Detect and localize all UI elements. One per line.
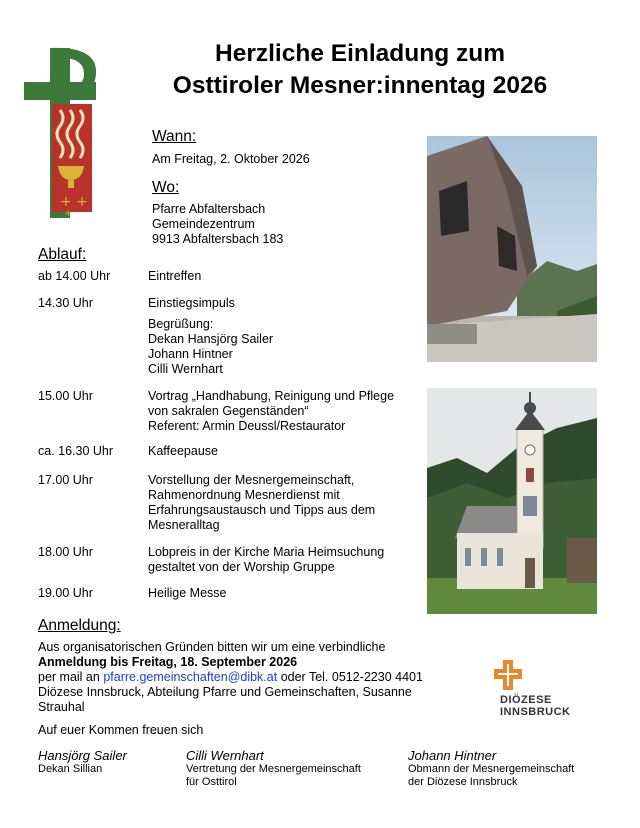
title-line-2: Osttiroler Mesner:innentag 2026 bbox=[172, 72, 548, 99]
schedule-line: Begrüßung: bbox=[148, 317, 214, 331]
schedule-desc bbox=[148, 389, 394, 434]
schedule-desc bbox=[148, 317, 273, 377]
anmeldung-phone: oder Tel. 0512-2230 4401 bbox=[277, 670, 423, 684]
schedule-line: Lobpreis in der Kirche Maria Heimsuchung bbox=[148, 545, 385, 559]
schedule-time: ab 14.00 Uhr bbox=[38, 269, 111, 283]
anmeldung-line: Diözese Innsbruck, Abteilung Pfarre und Gemeinschaften, Susanne Strauhal bbox=[38, 685, 412, 714]
wann-heading: Wann: bbox=[152, 128, 197, 145]
signature-role: Obmann der Mesnergemeinschaft bbox=[408, 763, 575, 775]
schedule-line: Vortrag „Handhabung, Reinigung und Pflege bbox=[148, 389, 395, 403]
title-line-1: Herzliche Einladung zum bbox=[215, 40, 505, 67]
church-photo bbox=[427, 388, 597, 614]
wann-text: Am Freitag, 2. Oktober 2026 bbox=[152, 152, 310, 166]
signature-role: Dekan Sillian bbox=[38, 763, 103, 775]
schedule-line: Heilige Messe bbox=[148, 586, 227, 600]
building-photo bbox=[427, 136, 597, 362]
schedule-line: Erfahrungsaustausch und Tipps aus dem bbox=[148, 503, 376, 517]
schedule-line: Eintreffen bbox=[148, 269, 202, 283]
dioezese-logo-text bbox=[500, 694, 571, 718]
schedule-time: 14.30 Uhr bbox=[38, 296, 93, 310]
schedule-line: Referent: Armin Deussl/Restaurator bbox=[148, 419, 346, 433]
dioezese-cross-icon bbox=[494, 660, 522, 690]
schedule-desc bbox=[148, 473, 375, 533]
wo-heading: Wo: bbox=[152, 179, 180, 196]
wo-line: Gemeindezentrum bbox=[152, 217, 255, 231]
anmeldung-contact bbox=[38, 670, 458, 685]
email-link[interactable]: pfarre.gemeinschaften@dibk.at bbox=[103, 670, 278, 684]
schedule-line: Johann Hintner bbox=[148, 347, 233, 361]
dioezese-line-1: DIÖZESE bbox=[500, 694, 552, 706]
schedule-time: 15.00 Uhr bbox=[38, 389, 93, 403]
schedule-time: 17.00 Uhr bbox=[38, 473, 93, 487]
signature-role: der Diözese Innsbruck bbox=[408, 776, 518, 788]
chi-rho-logo-icon bbox=[22, 44, 98, 220]
anmeldung-mail-prefix: per mail an bbox=[38, 670, 104, 684]
svg-text:+: + bbox=[64, 208, 73, 219]
schedule-line: Kaffeepause bbox=[148, 444, 218, 458]
signature-block bbox=[38, 748, 127, 776]
anmeldung-heading: Anmeldung: bbox=[38, 617, 121, 634]
anmeldung-deadline: Anmeldung bis Freitag, 18. September 2026 bbox=[38, 655, 298, 669]
anmeldung-text bbox=[38, 640, 458, 715]
signature-name: Johann Hintner bbox=[408, 748, 497, 763]
signature-role: für Osttirol bbox=[186, 776, 237, 788]
wo-address bbox=[152, 202, 283, 247]
schedule-line: Einstiegsimpuls bbox=[148, 296, 235, 310]
schedule-line: von sakralen Gegenständen“ bbox=[148, 404, 309, 418]
schedule-desc bbox=[148, 296, 235, 311]
page-title bbox=[130, 38, 590, 102]
dioezese-line-2: INNSBRUCK bbox=[500, 706, 571, 718]
closing-text: Auf euer Kommen freuen sich bbox=[38, 723, 204, 737]
schedule-time: 18.00 Uhr bbox=[38, 545, 93, 559]
anmeldung-line: Aus organisatorischen Gründen bitten wir um eine verbindliche bbox=[38, 640, 386, 654]
schedule-desc bbox=[148, 269, 201, 284]
schedule-line: Cilli Wernhart bbox=[148, 362, 223, 376]
signature-name: Cilli Wernhart bbox=[186, 748, 264, 763]
schedule-line: Rahmenordnung Mesnerdienst mit bbox=[148, 488, 340, 502]
wo-line: 9913 Abfaltersbach 183 bbox=[152, 232, 284, 246]
schedule-line: gestaltet von der Worship Gruppe bbox=[148, 560, 335, 574]
schedule-time: ca. 16.30 Uhr bbox=[38, 444, 114, 458]
schedule-desc bbox=[148, 586, 227, 601]
schedule-line: Dekan Hansjörg Sailer bbox=[148, 332, 274, 346]
signature-block bbox=[408, 748, 574, 789]
signature-name: Hansjörg Sailer bbox=[38, 748, 127, 763]
svg-text:+ +: + + bbox=[60, 194, 88, 210]
wo-line: Pfarre Abfaltersbach bbox=[152, 202, 266, 216]
ablauf-heading: Ablauf: bbox=[38, 246, 87, 263]
schedule-desc bbox=[148, 545, 384, 575]
signature-role: Vertretung der Mesnergemeinschaft bbox=[186, 763, 361, 775]
signature-block bbox=[186, 748, 361, 789]
schedule-line: Vorstellung der Mesnergemeinschaft, bbox=[148, 473, 355, 487]
schedule-line: Mesneralltag bbox=[148, 518, 220, 532]
schedule-desc bbox=[148, 444, 218, 459]
schedule-time: 19.00 Uhr bbox=[38, 586, 93, 600]
